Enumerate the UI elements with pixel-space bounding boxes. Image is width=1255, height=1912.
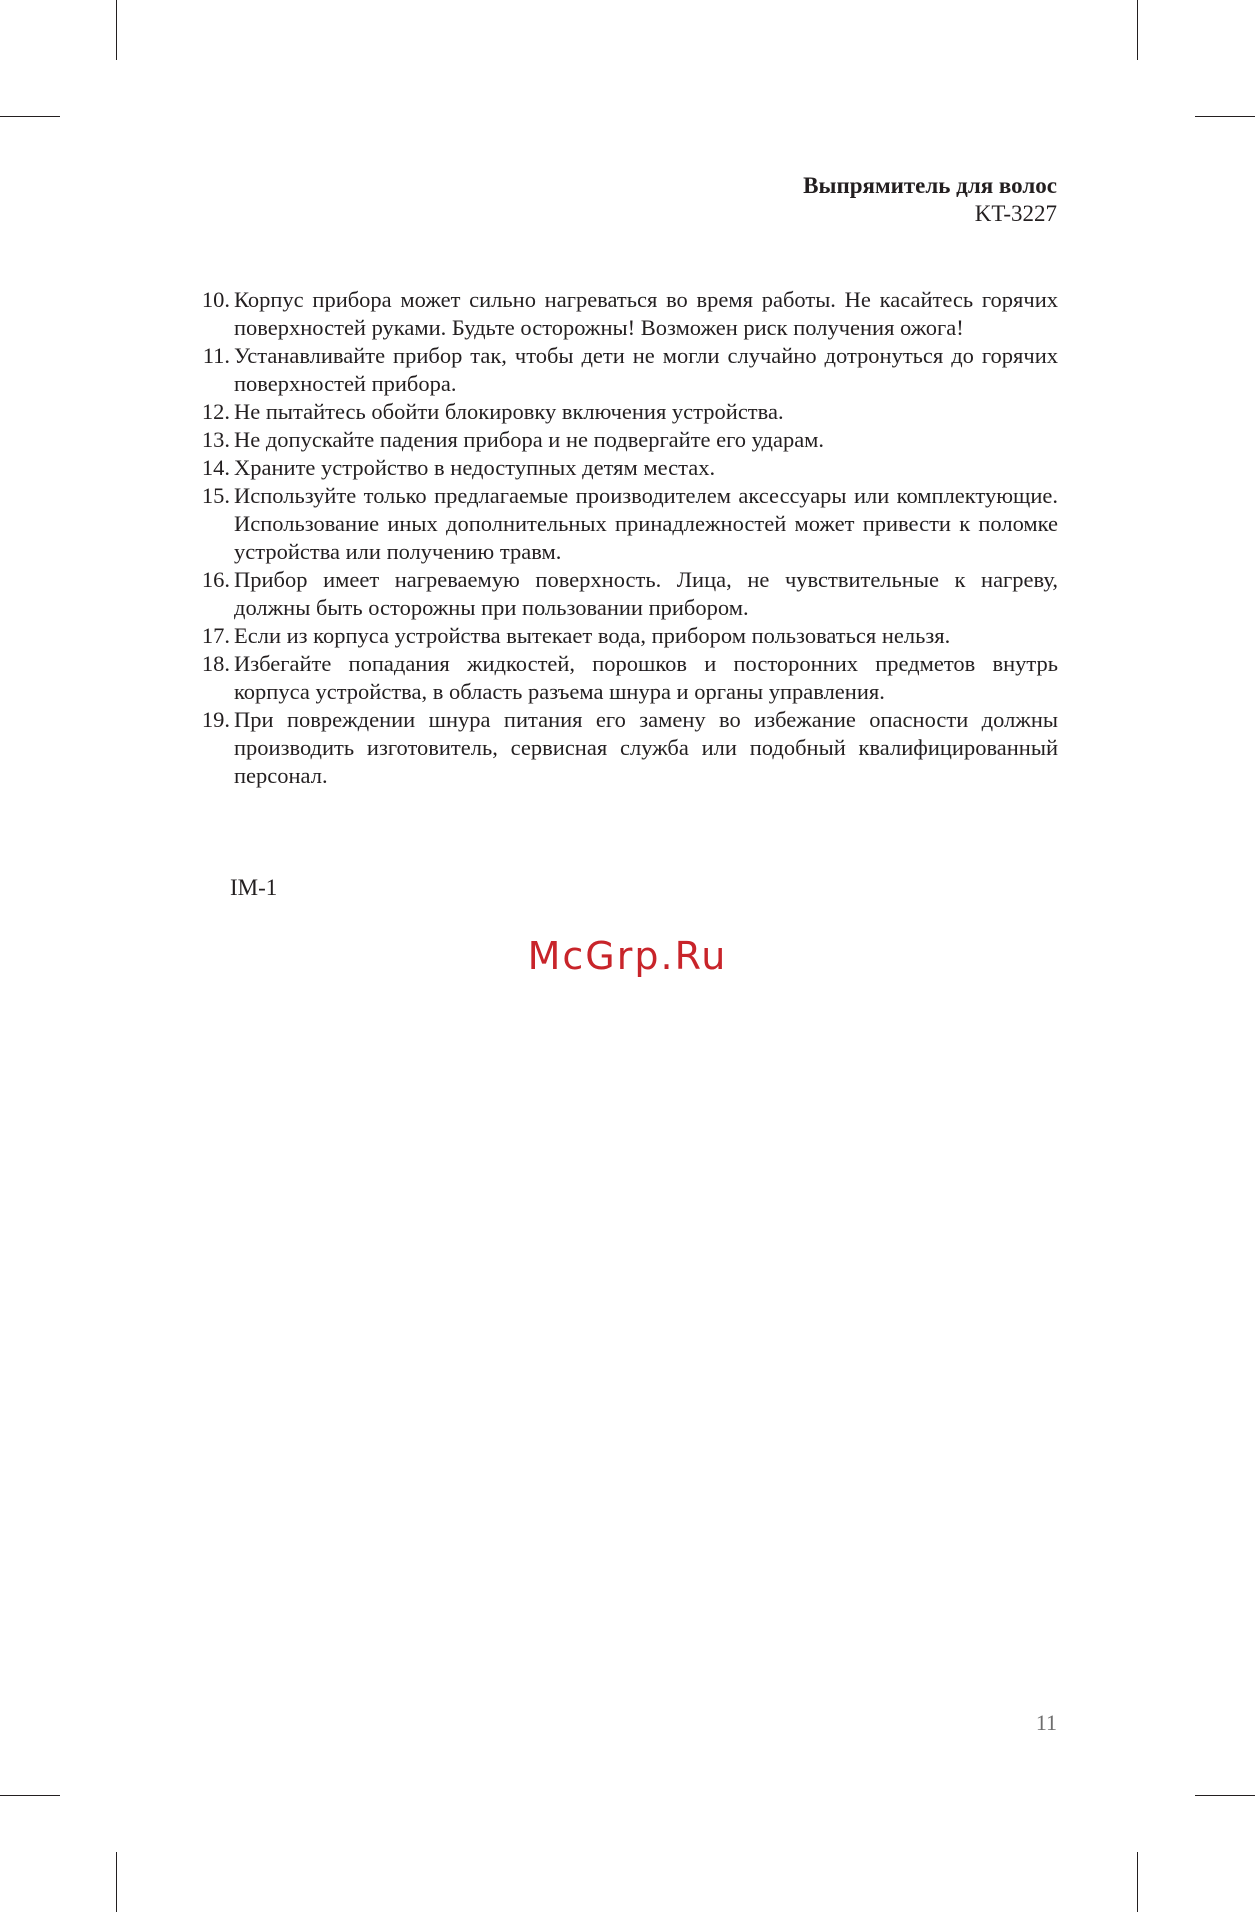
list-item xyxy=(196,426,1058,454)
page-header xyxy=(803,172,1057,228)
list-item-number: 14. xyxy=(201,455,230,480)
list-item xyxy=(196,398,1058,426)
product-model: KT-3227 xyxy=(974,201,1057,226)
crop-mark-bottom-right-horizontal xyxy=(1195,1795,1255,1796)
list-item-number: 12. xyxy=(201,399,230,424)
list-item-text: Если из корпуса устройства вытекает вода, прибором пользоваться нельзя. xyxy=(234,623,951,648)
crop-mark-top-left-horizontal xyxy=(0,116,60,117)
list-item-number: 19. xyxy=(201,707,230,732)
crop-mark-top-right-horizontal xyxy=(1195,116,1255,117)
list-item xyxy=(196,566,1058,622)
list-item-number: 16. xyxy=(201,567,230,592)
list-item-text: Избегайте попадания жидкостей, порошков и посторонних предметов внутрь корпуса устройства, в область разъема шнура и органы управления. xyxy=(234,651,1058,704)
document-code: IM-1 xyxy=(230,875,278,900)
list-item-text: Используйте только предлагаемые производителем аксессуары или комплектующие. Использование иных дополнительных принадлежностей может привести к поломке устройства или получению травм. xyxy=(234,483,1058,564)
list-item-text: Устанавливайте прибор так, чтобы дети не могли случайно дотронуться до горячих поверхностей прибора. xyxy=(234,343,1058,396)
list-item-text: Прибор имеет нагреваемую поверхность. Лица, не чувствительные к нагреву, должны быть осторожны при пользовании прибором. xyxy=(234,567,1058,620)
list-item-text: Не допускайте падения прибора и не подвергайте его ударам. xyxy=(234,427,825,452)
list-item-number: 10. xyxy=(201,287,230,312)
crop-mark-top-right-vertical xyxy=(1137,0,1138,60)
page-number: 11 xyxy=(1035,1710,1057,1735)
list-item-number: 18. xyxy=(201,651,230,676)
list-item xyxy=(196,286,1058,342)
list-item xyxy=(196,622,1058,650)
list-item xyxy=(196,454,1058,482)
crop-mark-top-left-vertical xyxy=(116,0,117,60)
product-title: Выпрямитель для волос xyxy=(803,173,1057,198)
list-item xyxy=(196,482,1058,566)
crop-mark-bottom-left-vertical xyxy=(116,1852,117,1912)
list-item xyxy=(196,706,1058,790)
list-item-text: При повреждении шнура питания его замену во избежание опасности должны производить изготовитель, сервисная служба или подобный квалифицированный персонал. xyxy=(234,707,1058,788)
crop-mark-bottom-right-vertical xyxy=(1137,1852,1138,1912)
list-item-text: Храните устройство в недоступных детям местах. xyxy=(234,455,716,480)
list-item-text: Корпус прибора может сильно нагреваться во время работы. Не касайтесь горячих поверхностей руками. Будьте осторожны! Возможен риск получения ожога! xyxy=(234,287,1058,340)
watermark: McGrp.Ru xyxy=(527,934,728,978)
list-item-number: 11. xyxy=(202,343,230,368)
list-item-number: 13. xyxy=(201,427,230,452)
crop-mark-bottom-left-horizontal xyxy=(0,1795,60,1796)
list-item-number: 17. xyxy=(201,623,230,648)
list-item-number: 15. xyxy=(201,483,230,508)
list-item xyxy=(196,650,1058,706)
safety-instructions-list xyxy=(196,286,1058,790)
list-item-text: Не пытайтесь обойти блокировку включения устройства. xyxy=(234,399,784,424)
list-item xyxy=(196,342,1058,398)
